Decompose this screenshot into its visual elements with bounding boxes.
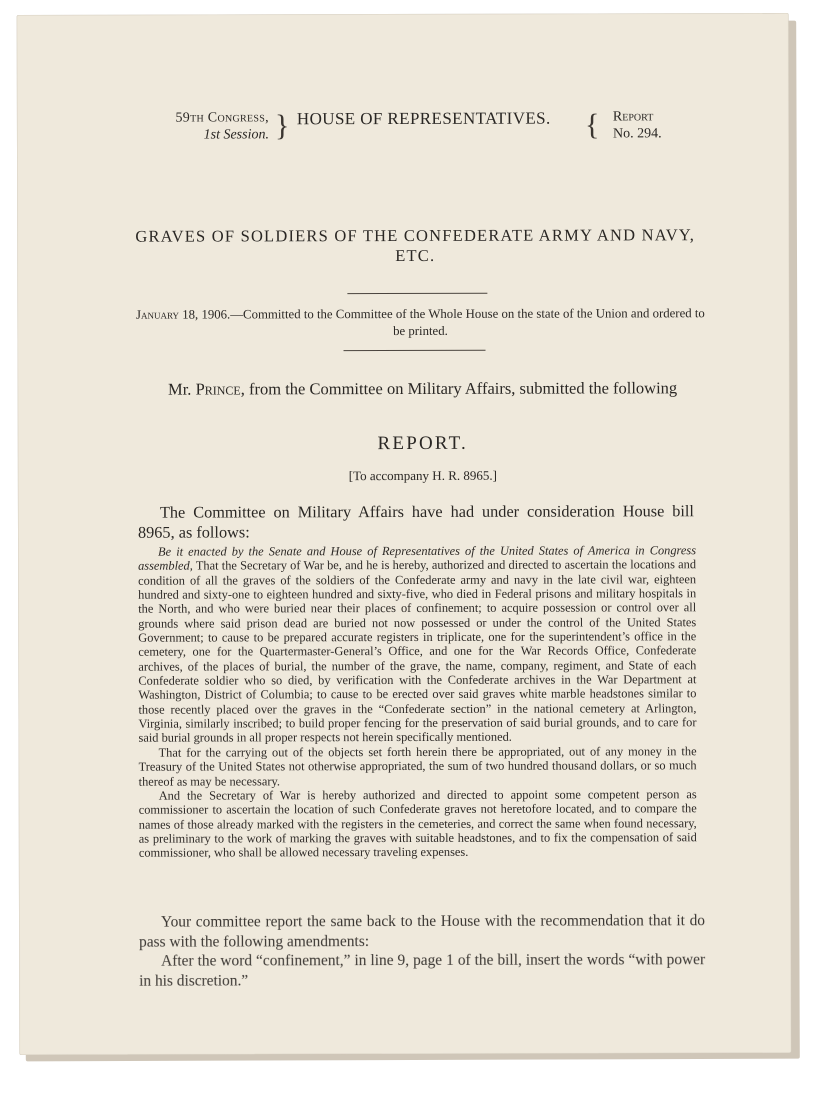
divider-rule xyxy=(347,293,487,294)
closing-text xyxy=(139,911,705,990)
session-label: 1st Session. xyxy=(203,127,269,143)
bill-section-1 xyxy=(138,543,697,745)
intro-paragraph: The Committee on Military Affairs have had under consideration House bill 8965, as follows: xyxy=(137,501,694,542)
document-title: GRAVES OF SOLDIERS OF THE CONFEDERATE ARMY AND NAVY, ETC. xyxy=(135,225,696,266)
report-number: No. 294. xyxy=(612,126,662,142)
bill-section-1-text: That the Secretary of War be, and he is hereby, authorized and directed to ascertain the locations and condition of all the graves of the soldiers of the Confederate army and navy in the late civil war, eighteen hundred and sixty-one to eighteen hundred and sixty-five, who died in Federal prisons and military hospitals in the North, and who were buried near their places of confinement; to acquire possession or control over all grounds where said prison dead are buried not now possessed or under the control of the United States Government; to cause to be prepared accurate registers in triplicate, one for the superintendent’s office in the cemetery, one for the Quartermaster-General’s Office, and one for the War Records Office, Confederate archives, of the places of burial, the number of the grave, the name, company, regiment, and State of each Confederate soldier who so died, by verification with the Confederate archives in the War Department at Washington, District of Columbia; to cause to be erected over said graves white marble headstones similar to those recently placed over the graves in the “Confederate section” in the national cemetery at Arlington, Virginia, similarly inscribed; to build proper fencing for the preservation of said burial grounds, and to care for said burial grounds in all proper respects not herein specifically mentioned. xyxy=(138,557,697,746)
enacting-clause: Be it enacted by the Senate and House of Representatives of the United States of America in Congress assembled, xyxy=(138,543,697,574)
amendment-paragraph: After the word “confinement,” in line 9, page 1 of the bill, insert the words “with power in his discretion.” xyxy=(139,951,706,990)
report-label: Report xyxy=(612,109,654,125)
submitter-name: Prince xyxy=(195,379,241,399)
committed-text: —Committed to the Committee of the Whole House on the state of the Union and ordered to be printed. xyxy=(230,306,705,339)
committed-date: January 18, 1906. xyxy=(136,307,231,322)
submitter-prefix: Mr. xyxy=(168,379,196,399)
report-header xyxy=(139,109,699,152)
document-page xyxy=(17,13,792,1055)
bill-section-2: That for the carrying out of the objects set forth herein there be appropriated, out of any money in the Treasury of the United States not otherwise appropriated, the sum of two hundred thousand dollars, or so much thereof as may be necessary. xyxy=(138,744,697,789)
submitter-text: , from the Committee on Military Affairs, submitted the following xyxy=(240,378,678,399)
left-brace: } xyxy=(274,109,290,143)
congress-label: 59th Congress, xyxy=(175,110,269,126)
right-brace: { xyxy=(584,108,600,142)
bill-text xyxy=(138,543,697,860)
report-heading: REPORT. xyxy=(377,432,469,455)
divider-rule xyxy=(344,350,486,351)
report-number-block xyxy=(613,109,662,142)
accompany-note: [To accompany H. R. 8965.] xyxy=(348,467,497,484)
submitter-line xyxy=(138,378,708,399)
chamber-title: HOUSE OF REPRESENTATIVES. xyxy=(296,108,551,129)
congress-session xyxy=(139,110,269,143)
recommendation-paragraph: Your committee report the same back to the House with the recommendation that it do pass with the following amendments: xyxy=(139,912,706,951)
committed-notice xyxy=(135,305,705,340)
bill-section-3: And the Secretary of War is hereby authorized and directed to appoint some competent person as commissioner to ascertain the location of such Confederate graves not heretofore located, and to compare the names of those already marked with the registers in the cemeteries, and correct the same when found necessary, as preliminary to the work of marking the graves with suitable headstones, and to fix the compensation of said commissioner, who shall be allowed necessary traveling expenses. xyxy=(138,787,697,860)
